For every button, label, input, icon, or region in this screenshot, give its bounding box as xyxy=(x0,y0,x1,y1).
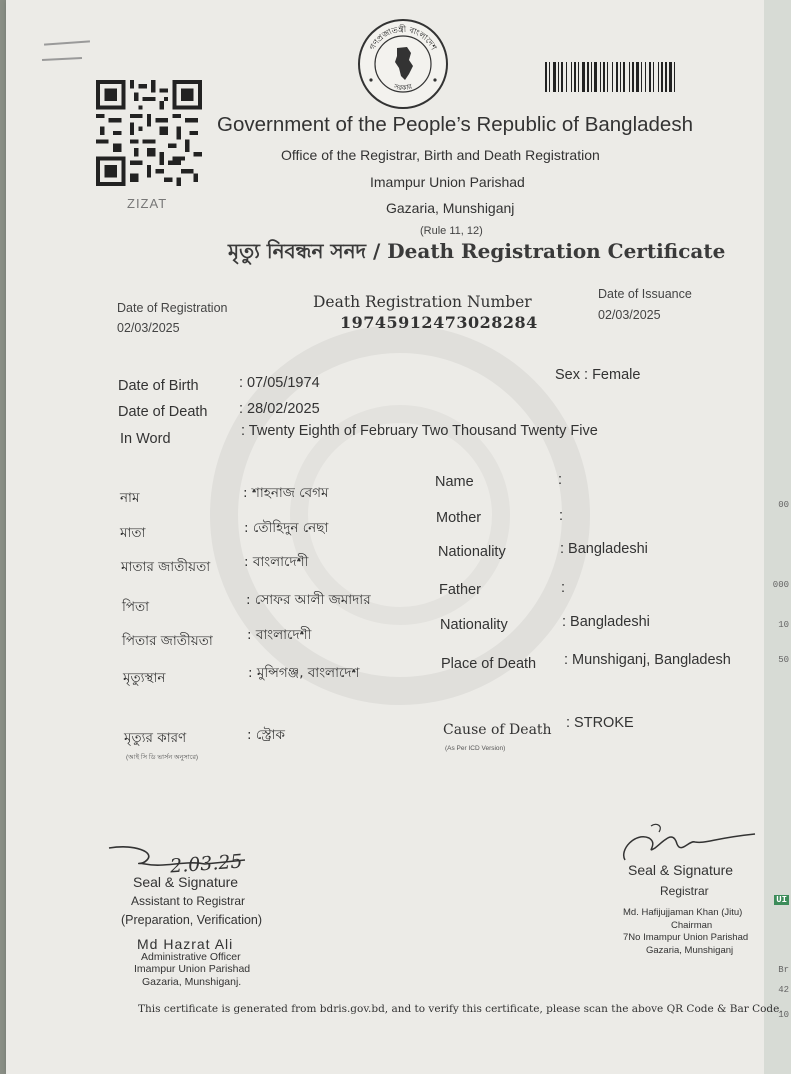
father-nationality-bn-value: : বাংলাদেশী xyxy=(247,627,312,643)
government-title: Government of the People’s Republic of Bangladesh xyxy=(217,113,693,136)
handwritten-date: 2.03.25 xyxy=(169,850,244,878)
place-of-death-bn-label: মৃত্যুস্থান xyxy=(123,670,166,686)
date-of-issuance-label: Date of Issuance xyxy=(598,287,692,301)
district-name: Gazaria, Munshiganj xyxy=(386,200,515,216)
barcode-icon xyxy=(545,62,735,92)
in-word-value: : Twenty Eighth of February Two Thousand Twenty Five xyxy=(241,423,598,439)
edge-text: 50 xyxy=(778,655,789,665)
government-seal-icon xyxy=(357,18,449,110)
cause-of-death-bn-label: মৃত্যুর কারণ xyxy=(124,730,187,746)
mother-bn-value: : তৌহিদুন নেছা xyxy=(244,520,329,536)
seal-text-bottom: সরকার xyxy=(392,82,414,93)
verification-footer: This certificate is generated from bdris.gov.bd, and to verify this certificate, please scan the above QR Code & Bar Code. xyxy=(138,1003,783,1015)
left-seal-label: Seal & Signature xyxy=(133,874,239,890)
certificate-title: মৃত্যু নিবন্ধন সনদ / Death Registration Certificate xyxy=(228,239,726,263)
edge-text: Br xyxy=(778,965,789,975)
father-en-label: Father xyxy=(439,582,481,598)
cause-of-death-en-value: : STROKE xyxy=(566,715,634,731)
father-nationality-bn-label: পিতার জাতীয়তা xyxy=(122,633,213,649)
father-bn-label: পিতা xyxy=(122,599,150,615)
mother-nationality-en-label: Nationality xyxy=(438,544,506,560)
left-role: Assistant to Registrar xyxy=(131,894,246,908)
mother-en-value: : xyxy=(559,508,564,524)
father-en-value: : xyxy=(561,580,566,596)
father-bn-value: : সোফর আলী জমাদার xyxy=(246,592,371,608)
edge-text: 10 xyxy=(778,620,789,630)
father-nationality-en-label: Nationality xyxy=(440,617,508,633)
qr-caption: ZIZAT xyxy=(127,196,168,211)
name-en-value: : xyxy=(558,472,563,488)
cause-of-death-bn-value: : স্ট্রোক xyxy=(247,727,285,743)
date-of-birth-value: : 07/05/1974 xyxy=(239,375,320,391)
name-bn-value: : শাহনাজ বেগম xyxy=(243,485,329,501)
sex-value: Sex : Female xyxy=(555,367,641,383)
date-of-issuance-value: 02/03/2025 xyxy=(598,308,661,322)
union-name: Imampur Union Parishad xyxy=(370,174,525,190)
mother-nationality-bn-label: মাতার জাতীয়তা xyxy=(121,559,211,575)
edge-text: 000 xyxy=(772,580,789,590)
edge-text: 00 xyxy=(778,500,789,510)
registration-number-value: 19745912473028284 xyxy=(340,313,538,332)
date-of-death-value: : 28/02/2025 xyxy=(239,401,320,417)
left-signer-designation: Administrative Officer xyxy=(141,951,241,963)
date-of-birth-label: Date of Birth xyxy=(118,378,199,394)
cause-of-death-en-note: (As Per ICD Version) xyxy=(445,745,506,752)
left-signer-org: Imampur Union Parishad xyxy=(134,963,251,975)
left-signer-name: Md Hazrat Ali xyxy=(137,936,234,952)
cause-of-death-en-label: Cause of Death xyxy=(443,722,552,738)
place-of-death-en-label: Place of Death xyxy=(441,656,537,672)
background-paper-edge xyxy=(764,0,791,1074)
name-bn-label: নাম xyxy=(120,490,140,506)
in-word-label: In Word xyxy=(120,431,171,447)
name-en-label: Name xyxy=(435,474,474,490)
right-role: Registrar xyxy=(660,884,709,898)
edge-text: 42 xyxy=(778,985,789,995)
right-seal-label: Seal & Signature xyxy=(628,862,734,878)
right-signer-designation: Chairman xyxy=(671,920,713,931)
cause-of-death-bn-note: (আই সি ডি ভার্সন অনুসারে) xyxy=(126,754,199,761)
date-of-registration-value: 02/03/2025 xyxy=(117,321,180,335)
mother-nationality-en-value: : Bangladeshi xyxy=(560,541,648,557)
father-nationality-en-value: : Bangladeshi xyxy=(562,614,650,630)
mother-bn-label: মাতা xyxy=(120,525,146,541)
edge-text: 10 xyxy=(778,1010,789,1020)
edge-text: UI xyxy=(776,895,787,905)
qr-code-icon xyxy=(96,80,202,186)
place-of-death-en-value: : Munshiganj, Bangladesh xyxy=(564,652,731,668)
date-of-registration-label: Date of Registration xyxy=(117,301,228,315)
right-signer-name: Md. Hafijujjaman Khan (Jitu) xyxy=(623,907,743,918)
date-of-death-label: Date of Death xyxy=(118,404,208,420)
mother-nationality-bn-value: : বাংলাদেশী xyxy=(244,554,309,570)
mother-en-label: Mother xyxy=(436,510,482,526)
rule-reference: (Rule 11, 12) xyxy=(420,225,483,237)
right-signer-org: 7No Imampur Union Parishad xyxy=(623,932,749,943)
place-of-death-bn-value: : মুন্সিগঞ্জ, বাংলাদেশ xyxy=(248,665,360,681)
left-role-note: (Preparation, Verification) xyxy=(121,913,263,927)
registration-number-label: Death Registration Number xyxy=(313,293,532,311)
left-signer-place: Gazaria, Munshiganj. xyxy=(142,976,242,988)
seal-text-top: গণপ্রজাতন্ত্রী বাংলাদেশ xyxy=(367,24,439,52)
right-signer-place: Gazaria, Munshiganj xyxy=(646,945,734,956)
office-name: Office of the Registrar, Birth and Death Registration xyxy=(281,147,600,163)
